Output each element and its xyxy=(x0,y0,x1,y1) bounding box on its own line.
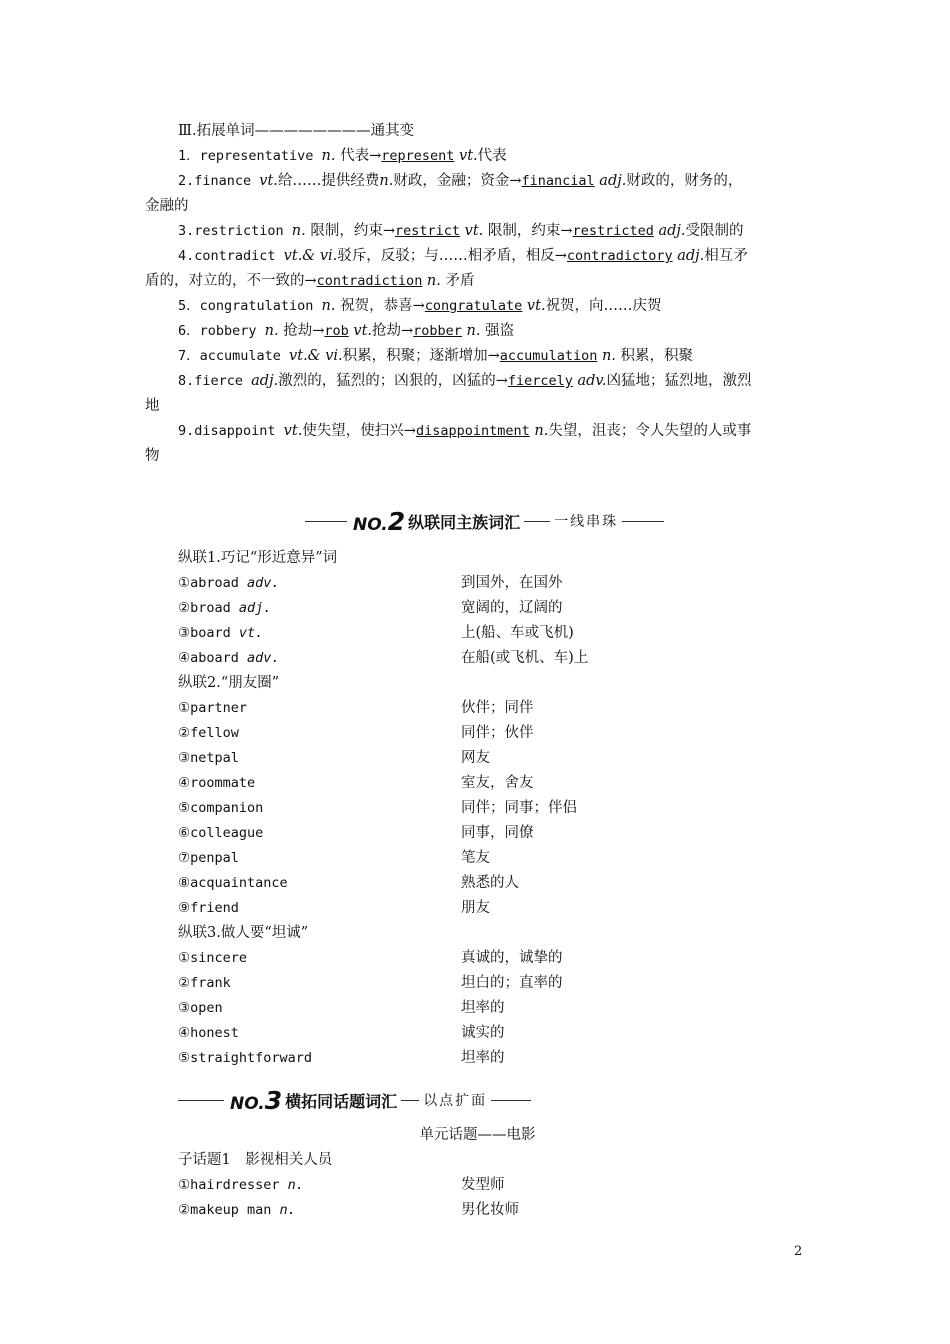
chinese-meaning: 真诚的，诚挚的 xyxy=(461,950,563,966)
vocab-item-continued xyxy=(145,269,810,294)
part-of-speech: vt. xyxy=(454,148,478,164)
definition: 失望，沮丧；令人失望的人或事 xyxy=(548,423,752,439)
headword: 3.restriction xyxy=(178,223,292,239)
english-word xyxy=(178,971,231,996)
definition: 抢劫→ xyxy=(278,323,325,339)
part-of-speech: vt. xyxy=(460,223,484,239)
definition: 强盗 xyxy=(480,323,515,339)
section-subtitle: 一线串珠 xyxy=(554,514,619,530)
part-of-speech: vt.& vi. xyxy=(283,248,338,264)
definition: 限制，约束→ xyxy=(305,223,396,239)
answer-word: robber xyxy=(413,323,462,339)
answer-word: financial xyxy=(521,173,595,189)
answer-word: rob xyxy=(324,323,349,339)
word-text: ⑨friend xyxy=(178,900,239,916)
section-number xyxy=(353,507,405,536)
banner-rule xyxy=(401,1100,419,1101)
word-text: ④honest xyxy=(178,1025,239,1041)
word-text: ③board xyxy=(178,625,239,641)
part-of-speech: vt. xyxy=(259,173,278,189)
english-word xyxy=(178,896,239,921)
banner-rule xyxy=(622,521,664,522)
definition: 代表 xyxy=(477,148,507,164)
section-number-prefix: NO. xyxy=(353,514,388,535)
vocab-item-continued xyxy=(145,194,810,219)
banner-rule xyxy=(491,1100,531,1101)
headword: 2.finance xyxy=(178,173,260,189)
definition: 受限制的 xyxy=(685,223,744,239)
answer-word: restrict xyxy=(395,223,461,239)
definition: 使失望，使扫兴→ xyxy=(302,423,416,439)
english-word xyxy=(178,746,239,771)
word-text: ⑦penpal xyxy=(178,850,239,866)
vocab-item xyxy=(178,369,810,394)
headword: 4.contradict xyxy=(178,248,284,264)
word-text: ④aboard xyxy=(178,650,247,666)
answer-word: accumulation xyxy=(499,348,598,364)
definition: 财政的，财务的， xyxy=(626,173,743,189)
definition: 积累，积聚 xyxy=(615,348,694,364)
banner-rule xyxy=(178,1100,224,1101)
part-of-speech: adj. xyxy=(251,373,279,389)
definition: 相互矛 xyxy=(704,248,748,264)
english-word xyxy=(178,696,247,721)
word-text: ②makeup man xyxy=(178,1202,280,1218)
definition: 矛盾 xyxy=(440,273,475,289)
definition: 金融的 xyxy=(145,198,189,214)
definition: 盾的，对立的，不一致的→ xyxy=(145,273,317,289)
answer-word: restricted xyxy=(572,223,654,239)
part-of-speech: adj. xyxy=(594,173,627,189)
part-of-speech: n. xyxy=(461,323,481,339)
section-banner-no2 xyxy=(305,506,664,536)
group-heading: 纵联3.做人要“坦诚” xyxy=(178,925,309,941)
word-text: ③open xyxy=(178,1000,223,1016)
vocab-item-continued xyxy=(145,444,810,469)
answer-word: fiercely xyxy=(507,373,573,389)
part-of-speech: n. xyxy=(321,148,336,164)
definition: 限制，约束→ xyxy=(483,223,573,239)
part-of-speech: n. xyxy=(597,348,616,364)
part-of-speech: vt. xyxy=(238,625,264,641)
vocab-item xyxy=(178,144,810,169)
section-number-digit: 3 xyxy=(264,1085,283,1115)
answer-word: contradictory xyxy=(566,248,673,264)
part-of-speech: n. xyxy=(321,298,336,314)
chinese-meaning: 网友 xyxy=(461,750,490,766)
vocab-item xyxy=(178,344,810,369)
section-banner-no3 xyxy=(178,1085,531,1115)
english-word xyxy=(178,646,280,671)
vocab-item-continued xyxy=(145,394,810,419)
vocab-item xyxy=(178,419,810,444)
banner-rule xyxy=(524,521,550,522)
part-of-speech: n. xyxy=(529,423,549,439)
part-of-speech: adv. xyxy=(247,575,280,591)
headword: 8.fierce xyxy=(178,373,252,389)
vocab-item xyxy=(178,219,810,244)
word-text: ⑥colleague xyxy=(178,825,264,841)
chinese-meaning: 坦率的 xyxy=(461,1050,505,1066)
chinese-meaning: 同事，同僚 xyxy=(461,825,534,841)
english-word xyxy=(178,621,263,646)
part-of-speech: vt. xyxy=(348,323,373,339)
part-of-speech: n. xyxy=(287,1177,304,1193)
chinese-meaning: 上(船、车或飞机) xyxy=(461,625,574,641)
word-text: ①abroad xyxy=(178,575,247,591)
definition: 给……提供经费 xyxy=(277,173,380,189)
section-heading-part3: Ⅲ.拓展单词————————通其变 xyxy=(178,123,415,139)
english-word xyxy=(178,771,255,796)
chinese-meaning: 坦率的 xyxy=(461,1000,505,1016)
chinese-meaning: 朋友 xyxy=(461,900,490,916)
chinese-meaning: 坦白的；直率的 xyxy=(461,975,563,991)
banner-rule xyxy=(305,521,347,522)
chinese-meaning: 诚实的 xyxy=(461,1025,505,1041)
english-word xyxy=(178,1021,239,1046)
part-of-speech: n. xyxy=(291,223,306,239)
definition: 代表→ xyxy=(335,148,382,164)
page-number: 2 xyxy=(794,1244,803,1259)
vocab-item xyxy=(178,169,810,194)
headword: 6．robbery xyxy=(178,323,265,339)
english-word xyxy=(178,996,223,1021)
chinese-meaning: 发型师 xyxy=(461,1177,505,1193)
vocab-item xyxy=(178,319,810,344)
english-word xyxy=(178,846,239,871)
english-word xyxy=(178,871,288,896)
chinese-meaning: 室友，舍友 xyxy=(461,775,534,791)
word-text: ②frank xyxy=(178,975,231,991)
chinese-meaning: 同伴；同事；伴侣 xyxy=(461,800,577,816)
chinese-meaning: 熟悉的人 xyxy=(461,875,519,891)
word-text: ③netpal xyxy=(178,750,239,766)
part-of-speech: vt. xyxy=(283,423,303,439)
word-text: ①sincere xyxy=(178,950,247,966)
part-of-speech: adj. xyxy=(238,600,272,616)
chinese-meaning: 男化妆师 xyxy=(461,1202,519,1218)
answer-word: represent xyxy=(381,148,455,164)
chinese-meaning: 在船(或飞机、车)上 xyxy=(461,650,589,666)
definition: 积累，积聚；逐渐增加→ xyxy=(342,348,500,364)
answer-word: congratulate xyxy=(424,298,523,314)
definition: 凶猛地；猛烈地，激烈 xyxy=(606,373,752,389)
part-of-speech: adj. xyxy=(653,223,686,239)
chinese-meaning: 同伴；伙伴 xyxy=(461,725,534,741)
section-title: 横拓同话题词汇 xyxy=(285,1091,398,1111)
english-word xyxy=(178,1173,304,1198)
part-of-speech: adj. xyxy=(672,248,705,264)
part-of-speech: vt. xyxy=(522,298,546,314)
word-text: ①partner xyxy=(178,700,247,716)
definition: 祝贺，恭喜→ xyxy=(335,298,425,314)
part-of-speech: n. xyxy=(264,323,279,339)
subtopic-heading: 子话题1 影视相关人员 xyxy=(178,1152,333,1168)
word-text: ①hairdresser xyxy=(178,1177,288,1193)
english-word xyxy=(178,1198,296,1223)
part-of-speech: n. xyxy=(279,1202,296,1218)
group-heading: 纵联1.巧记“形近意异”词 xyxy=(178,550,338,566)
part-of-speech: vt.& vi. xyxy=(289,348,343,364)
word-text: ④roommate xyxy=(178,775,256,791)
english-word xyxy=(178,946,247,971)
part-of-speech: adv. xyxy=(247,650,280,666)
chinese-meaning: 宽阔的，辽阔的 xyxy=(461,600,563,616)
definition: 财政，金融；资金→ xyxy=(393,173,522,189)
word-text: ⑤companion xyxy=(178,800,264,816)
headword: 1．representative xyxy=(178,148,322,164)
answer-word: contradiction xyxy=(316,273,423,289)
english-word xyxy=(178,1046,312,1071)
vocab-item xyxy=(178,244,810,269)
section-number xyxy=(230,1086,282,1115)
part-of-speech: n. xyxy=(422,273,441,289)
word-text: ②fellow xyxy=(178,725,239,741)
part-of-speech: n. xyxy=(379,173,394,189)
answer-word: disappointment xyxy=(415,423,530,439)
word-text: ⑤straightforward xyxy=(178,1050,313,1066)
group-heading: 纵联2.“朋友圈” xyxy=(178,675,280,691)
definition: 抢劫→ xyxy=(372,323,414,339)
english-word xyxy=(178,821,263,846)
english-word xyxy=(178,571,280,596)
word-text: ②broad xyxy=(178,600,239,616)
definition: 物 xyxy=(145,448,160,464)
definition: 地 xyxy=(145,398,160,414)
definition: 驳斥，反驳；与……相矛盾，相反→ xyxy=(337,248,567,264)
english-word xyxy=(178,721,239,746)
chinese-meaning: 伙伴；同伴 xyxy=(461,700,534,716)
unit-topic: 单元话题——电影 xyxy=(419,1127,536,1143)
section-number-prefix: NO. xyxy=(230,1093,265,1114)
part-of-speech: adv. xyxy=(572,373,607,389)
headword: 7．accumulate xyxy=(178,348,290,364)
section-title: 纵联同主族词汇 xyxy=(408,512,521,532)
headword: 9.disappoint xyxy=(178,423,284,439)
word-text: ⑧acquaintance xyxy=(178,875,288,891)
english-word xyxy=(178,596,271,621)
section-subtitle: 以点扩面 xyxy=(423,1093,488,1109)
chinese-meaning: 到国外，在国外 xyxy=(461,575,563,591)
english-word xyxy=(178,796,263,821)
definition: 祝贺，向……庆贺 xyxy=(545,298,662,314)
vocab-item xyxy=(178,294,810,319)
definition: 激烈的，猛烈的；凶狠的，凶猛的→ xyxy=(278,373,508,389)
section-number-digit: 2 xyxy=(387,506,406,536)
chinese-meaning: 笔友 xyxy=(461,850,490,866)
headword: 5．congratulation xyxy=(178,298,322,314)
